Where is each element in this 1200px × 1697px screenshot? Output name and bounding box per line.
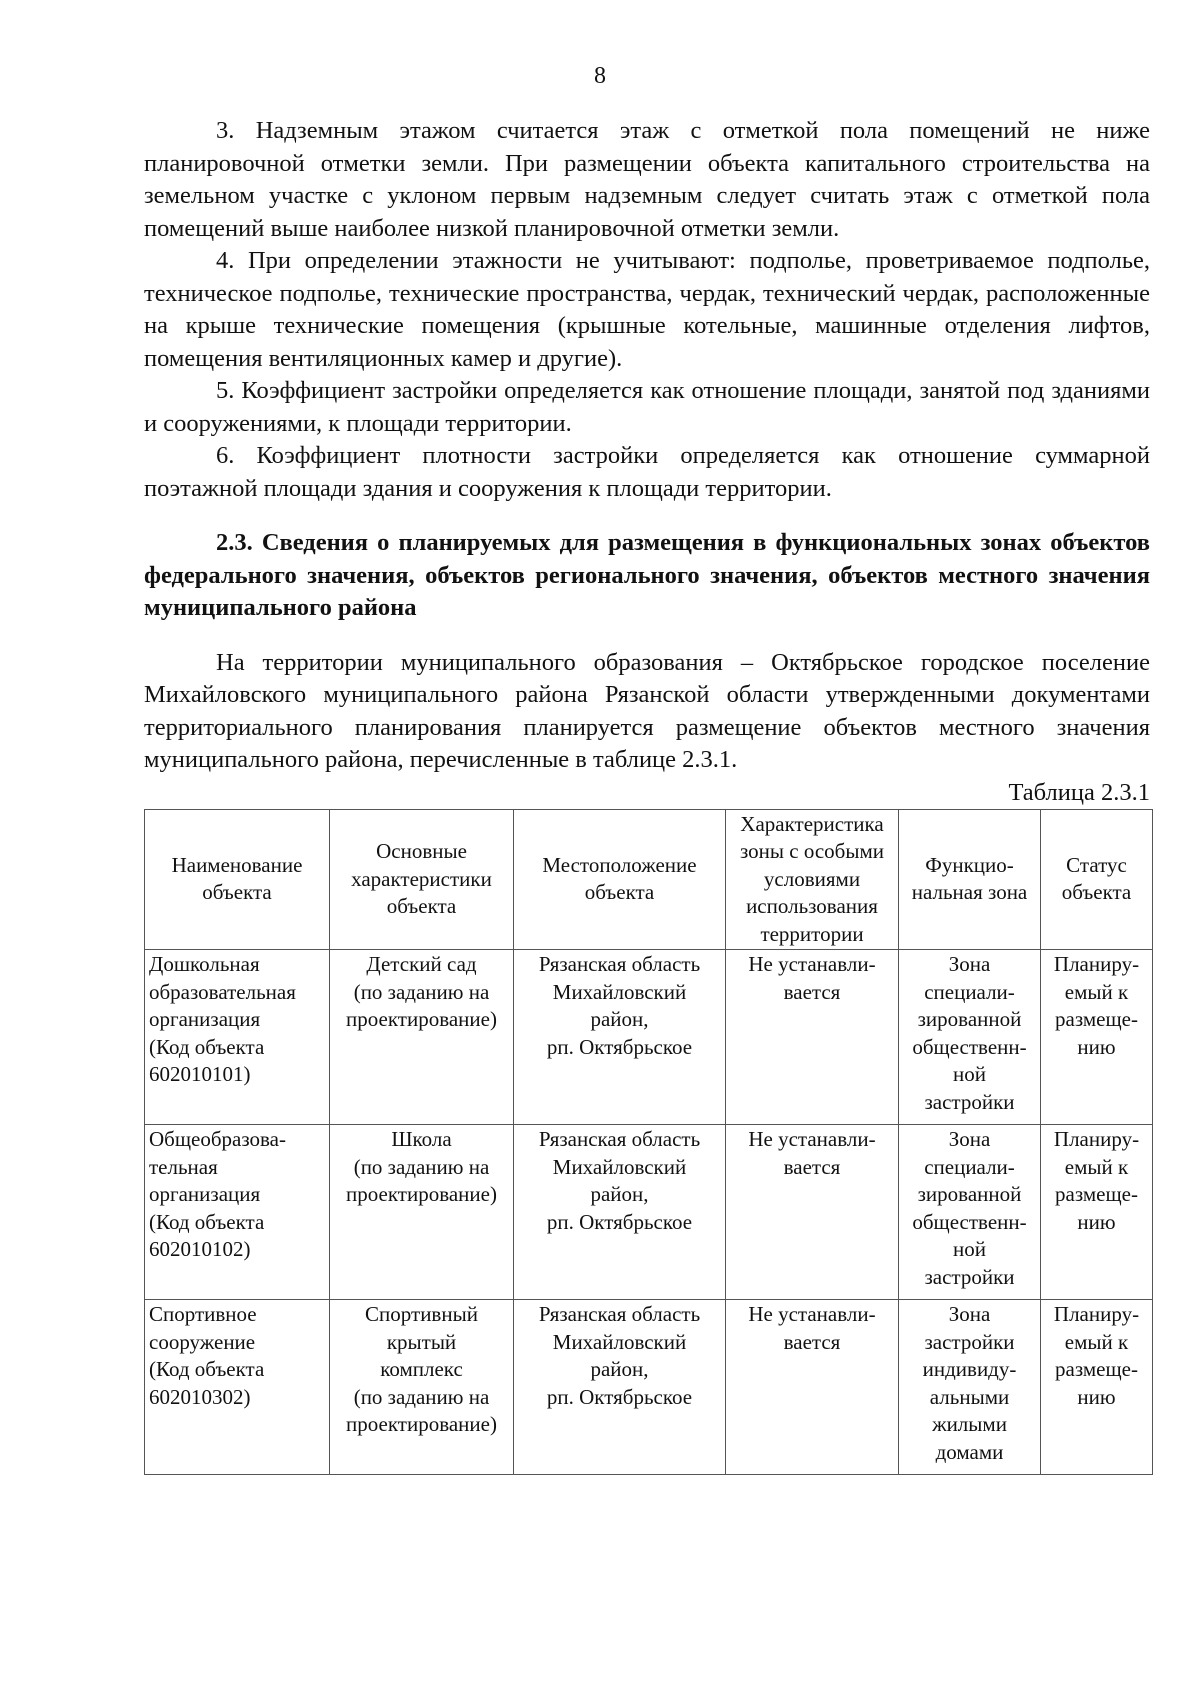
paragraph-item-5: 5. Коэффициент застройки определяется как отношение площади, занятой под зданиями и сооружениями, к площади территории. bbox=[144, 377, 1150, 437]
header-zone-conditions: Характеристика зоны с особыми условиями использования территории bbox=[726, 809, 899, 950]
cell-line: организация bbox=[149, 1182, 261, 1206]
cell-line: Планиру- bbox=[1053, 1302, 1140, 1326]
cell-line: альными bbox=[929, 1384, 1010, 1409]
cell-line: Не устанавли- bbox=[748, 952, 876, 976]
cell-functional-zone bbox=[899, 1125, 1041, 1300]
cell-line: (по заданию на bbox=[353, 979, 490, 1004]
cell-line: Михайловский bbox=[552, 1154, 687, 1179]
cell-line: Зона bbox=[948, 952, 991, 976]
cell-line: Не устанавли- bbox=[748, 1127, 876, 1151]
cell-line: застройки bbox=[924, 1089, 1015, 1114]
cell-line: проектирование) bbox=[346, 1007, 497, 1031]
cell-line: рп. Октябрьское bbox=[546, 1384, 693, 1409]
intro-paragraph: На территории муниципального образования – Октябрьское городское поселение Михайловского муниципального района Рязанской области утвержденными документами территориального планирования планируется размещение объектов местного значения муниципального района, перечисленные в таблице 2.3.1. bbox=[144, 648, 1150, 773]
cell-line: специали- bbox=[924, 1154, 1015, 1179]
section-heading: 2.3. Сведения о планируемых для размещения в функциональных зонах объектов федерального значения, объектов регионального значения, объектов местного значения муниципального района bbox=[144, 529, 1150, 621]
cell-line: район, bbox=[590, 1357, 649, 1381]
cell-line: индивиду- bbox=[922, 1357, 1017, 1381]
table-caption: Таблица 2.3.1 bbox=[1008, 778, 1150, 806]
cell-line: тельная bbox=[149, 1154, 218, 1179]
header-functional-zone: Функцио-нальная зона bbox=[899, 809, 1041, 950]
cell-line: образовательная bbox=[149, 979, 296, 1004]
page-content bbox=[144, 115, 1150, 1475]
cell-line: общественн- bbox=[912, 1209, 1027, 1234]
cell-zone-conditions bbox=[726, 950, 899, 1125]
cell-line: размеще- bbox=[1055, 1357, 1138, 1381]
table-row bbox=[145, 1300, 1153, 1475]
table-body bbox=[145, 950, 1153, 1475]
table-row bbox=[145, 1125, 1153, 1300]
cell-line: жилыми bbox=[932, 1412, 1007, 1436]
cell-location bbox=[514, 1125, 726, 1300]
cell-line: застройки bbox=[924, 1264, 1015, 1289]
cell-line: крытый bbox=[386, 1329, 457, 1354]
page-number: 8 bbox=[594, 63, 606, 89]
header-object-name: Наименование объекта bbox=[145, 809, 330, 950]
cell-location bbox=[514, 950, 726, 1125]
cell-line: размеще- bbox=[1055, 1007, 1138, 1031]
cell-location bbox=[514, 1300, 726, 1475]
cell-line: Зона bbox=[948, 1127, 991, 1151]
cell-line: сооружение bbox=[149, 1329, 256, 1354]
cell-line: район, bbox=[590, 1007, 649, 1031]
cell-line: Спортивное bbox=[149, 1302, 257, 1326]
cell-object-name bbox=[145, 1125, 330, 1300]
cell-line: Планиру- bbox=[1053, 952, 1140, 976]
paragraph-item-3: 3. Надземным этажом считается этаж с отметкой пола помещений не ниже планировочной отметки земли. При размещении объекта капитального строительства на земельном участке с уклоном первым надземным следует считать этаж с отметкой пола помещений выше наиболее низкой планировочной отметки земли. bbox=[144, 117, 1150, 242]
table-row bbox=[145, 950, 1153, 1125]
cell-status bbox=[1041, 950, 1153, 1125]
cell-line: Зона bbox=[948, 1302, 991, 1326]
cell-line: район, bbox=[590, 1182, 649, 1206]
header-status: Статус объекта bbox=[1041, 809, 1153, 950]
cell-line: (Код объекта bbox=[149, 1357, 265, 1381]
table-header-row bbox=[145, 809, 1153, 950]
cell-line: 602010101) bbox=[149, 1062, 251, 1086]
cell-zone-conditions bbox=[726, 1300, 899, 1475]
cell-line: Дошкольная bbox=[149, 952, 260, 976]
cell-line: Детский сад bbox=[366, 952, 477, 976]
paragraph-item-6: 6. Коэффициент плотности застройки определяется как отношение суммарной поэтажной площади здания и сооружения к площади территории. bbox=[144, 442, 1150, 502]
cell-line: проектирование) bbox=[346, 1412, 497, 1436]
cell-line: рп. Октябрьское bbox=[546, 1034, 693, 1059]
cell-status bbox=[1041, 1300, 1153, 1475]
cell-zone-conditions bbox=[726, 1125, 899, 1300]
cell-line: вается bbox=[783, 979, 841, 1004]
cell-line: 602010102) bbox=[149, 1237, 251, 1261]
cell-line: нию bbox=[1077, 1384, 1116, 1409]
cell-characteristics bbox=[330, 1300, 514, 1475]
cell-line: Школа bbox=[391, 1127, 452, 1151]
cell-line: ной bbox=[953, 1237, 986, 1261]
cell-line: специали- bbox=[924, 979, 1015, 1004]
cell-line: Спортивный bbox=[365, 1302, 478, 1326]
cell-line: застройки bbox=[924, 1329, 1015, 1354]
cell-line: нию bbox=[1077, 1034, 1116, 1059]
cell-line: Рязанская область bbox=[538, 1302, 701, 1326]
cell-line: (по заданию на bbox=[353, 1154, 490, 1179]
cell-line: вается bbox=[783, 1154, 841, 1179]
cell-line: Михайловский bbox=[552, 979, 687, 1004]
cell-line: Рязанская область bbox=[538, 952, 701, 976]
cell-line: (Код объекта bbox=[149, 1209, 265, 1234]
cell-line: рп. Октябрьское bbox=[546, 1209, 693, 1234]
cell-line: емый к bbox=[1064, 1329, 1129, 1354]
cell-line: (Код объекта bbox=[149, 1034, 265, 1059]
cell-line: комплекс bbox=[380, 1357, 463, 1381]
cell-line: ной bbox=[953, 1062, 986, 1086]
cell-characteristics bbox=[330, 950, 514, 1125]
header-location: Местоположение объекта bbox=[514, 809, 726, 950]
paragraph-item-4: 4. При определении этажности не учитывают: подполье, проветриваемое подполье, техническое подполье, технические пространства, чердак, технический чердак, расположенные на крыше технические помещения (крышные котельные, машинные отделения лифтов, помещения вентиляционных камер и другие). bbox=[144, 247, 1150, 372]
cell-line: зированной bbox=[917, 1182, 1022, 1206]
cell-status bbox=[1041, 1125, 1153, 1300]
cell-line: домами bbox=[935, 1439, 1004, 1464]
cell-line: (по заданию на bbox=[353, 1384, 490, 1409]
cell-line: Михайловский bbox=[552, 1329, 687, 1354]
cell-line: Планиру- bbox=[1053, 1127, 1140, 1151]
cell-line: Не устанавли- bbox=[748, 1302, 876, 1326]
cell-line: 602010302) bbox=[149, 1384, 251, 1409]
cell-line: общественн- bbox=[912, 1034, 1027, 1059]
header-characteristics: Основные характеристики объекта bbox=[330, 809, 514, 950]
cell-line: нию bbox=[1077, 1209, 1116, 1234]
objects-table bbox=[144, 809, 1153, 1476]
cell-line: Рязанская область bbox=[538, 1127, 701, 1151]
cell-object-name bbox=[145, 950, 330, 1125]
cell-line: емый к bbox=[1064, 1154, 1129, 1179]
cell-line: емый к bbox=[1064, 979, 1129, 1004]
cell-object-name bbox=[145, 1300, 330, 1475]
cell-line: вается bbox=[783, 1329, 841, 1354]
cell-line: проектирование) bbox=[346, 1182, 497, 1206]
cell-line: размеще- bbox=[1055, 1182, 1138, 1206]
cell-line: организация bbox=[149, 1007, 261, 1031]
cell-functional-zone bbox=[899, 950, 1041, 1125]
cell-characteristics bbox=[330, 1125, 514, 1300]
cell-line: Общеобразова- bbox=[149, 1127, 286, 1151]
cell-line: зированной bbox=[917, 1007, 1022, 1031]
cell-functional-zone bbox=[899, 1300, 1041, 1475]
